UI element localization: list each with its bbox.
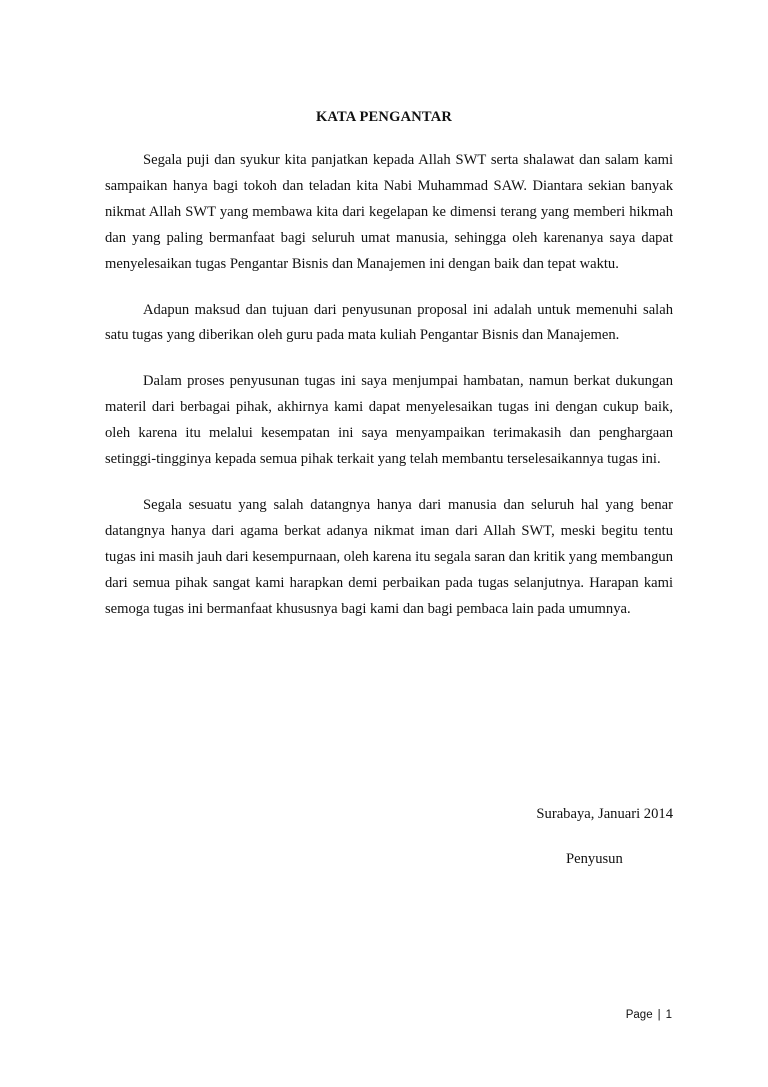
document-body xyxy=(105,148,673,643)
page-label: Page xyxy=(625,1009,653,1021)
closing-place-date: Surabaya, Januari 2014 xyxy=(536,806,673,822)
page-title: KATA PENGANTAR xyxy=(315,109,453,125)
page-number: 1 xyxy=(665,1009,672,1021)
paragraph-3: Dalam proses penyusunan tugas ini saya menjumpai hambatan, namun berkat dukungan materil dari berbagai pihak, akhirnya kami dapat menyelesaikan tugas ini dengan cukup baik, oleh karena itu melalui kesempatan ini saya menyampaikan terimakasih dan penghargaan setinggi-tingginya kepada semua pihak terkait yang telah membantu terselesaikannya tugas ini. xyxy=(105,373,673,468)
page-footer xyxy=(626,1009,672,1021)
closing-author: Penyusun xyxy=(566,851,623,867)
paragraph-2: Adapun maksud dan tujuan dari penyusunan proposal ini adalah untuk memenuhi salah satu tugas yang diberikan oleh guru pada mata kuliah Pengantar Bisnis dan Manajemen. xyxy=(105,301,673,344)
paragraph-4: Segala sesuatu yang salah datangnya hanya dari manusia dan seluruh hal yang benar datangnya hanya dari agama berkat adanya nikmat iman dari Allah SWT, meski begitu tentu tugas ini masih jauh dari kesempurnaan, oleh karena itu segala saran dan kritik yang membangun dari semua pihak sangat kami harapkan demi perbaikan pada tugas selanjutnya. Harapan kami semoga tugas ini bermanfaat khususnya bagi kami dan bagi pembaca lain pada umumnya. xyxy=(105,496,673,617)
page-separator: | xyxy=(657,1009,661,1021)
paragraph-1: Segala puji dan syukur kita panjatkan kepada Allah SWT serta shalawat dan salam kami sampaikan hanya bagi tokoh dan teladan kita Nabi Muhammad SAW. Diantara sekian banyak nikmat Allah SWT yang membawa kita dari kegelapan ke dimensi terang yang memberi hikmah dan yang paling bermanfaat bagi seluruh umat manusia, sehingga oleh karenanya saya dapat menyelesaikan tugas Pengantar Bisnis dan Manajemen ini dengan baik dan tepat waktu. xyxy=(105,152,673,272)
